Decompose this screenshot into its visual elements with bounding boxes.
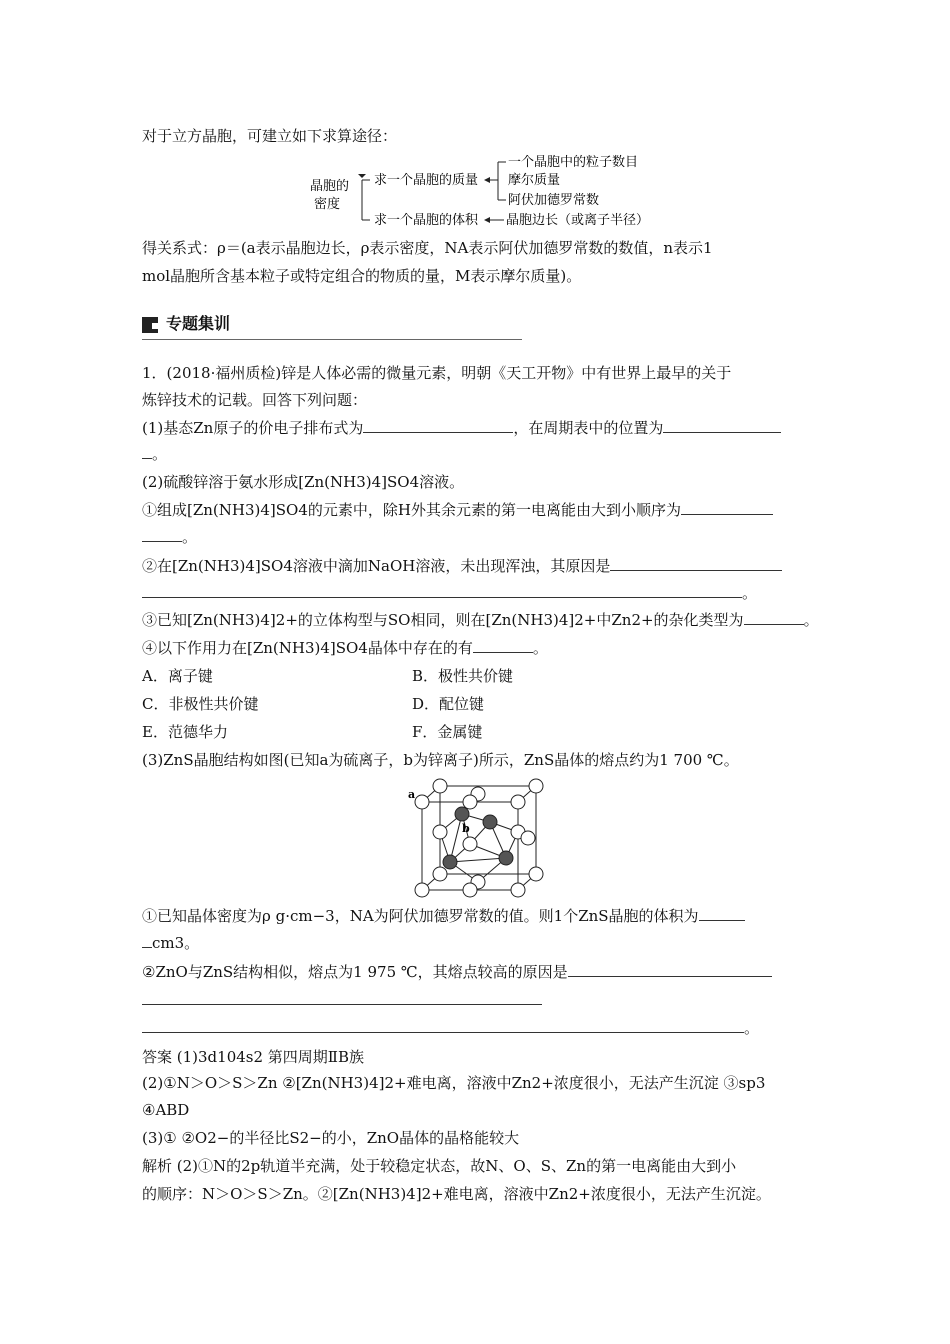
answer-blank-4-cont[interactable] xyxy=(142,583,742,598)
answer-blank-3[interactable] xyxy=(681,500,773,515)
q1-part3-1-cont xyxy=(142,933,199,953)
flow-item-2: 摩尔质量 xyxy=(508,173,561,188)
answer-blank-6[interactable] xyxy=(473,638,533,653)
q1-part3-1: ①已知晶体密度为ρ g·cm−3，NA为阿伏加德罗常数的值。则1个ZnS晶胞的体积为 xyxy=(142,907,699,925)
q1-part1-a: (1)基态Zn原子的价电子排布式为 xyxy=(142,419,364,437)
answer-line-1: 答案 (1)3d104s2 第四周期ⅡB族 xyxy=(142,1048,365,1066)
option-d: D．配位键 xyxy=(412,695,485,713)
q1-part2-1: ①组成[Zn(NH3)4]SO4的元素中，除H外其余元素的第一电离能由大到小顺序为 xyxy=(142,501,681,519)
q1-part2: (2)硫酸锌溶于氨水形成[Zn(NH3)4]SO4溶液。 xyxy=(142,473,465,491)
q1-part2-2-line xyxy=(142,556,782,576)
relation-line-1: 得关系式：ρ＝(a表示晶胞边长，ρ表示密度，NA表示阿伏加德罗常数的数值，n表示1 xyxy=(142,239,713,257)
answer-blank-7-cont[interactable] xyxy=(142,933,152,948)
flow-item-1: 一个晶胞中的粒子数目 xyxy=(508,155,639,170)
q1-part2-1-cont xyxy=(142,527,197,547)
q1-part2-4: ④以下作用力在[Zn(NH3)4]SO4晶体中存在的有 xyxy=(142,639,473,657)
analysis-line-2: 的顺序：N＞O＞S＞Zn。②[Zn(NH3)4]2+难电离，溶液中Zn2+浓度很小，无法产生沉淀。 xyxy=(142,1185,771,1203)
q1-part3-1-end: cm3。 xyxy=(152,934,200,952)
q1-part3-2-cont1 xyxy=(142,990,542,1010)
q1-part1-cont xyxy=(142,444,167,464)
density-flow-diagram xyxy=(300,150,660,232)
analysis-line-1: 解析 (2)①N的2p轨道半充满，处于较稳定状态，故N、O、S、Zn的第一电离能由大到小 xyxy=(142,1157,737,1175)
answer-blank-5[interactable] xyxy=(744,610,804,625)
zns-crystal-figure xyxy=(400,776,550,902)
q1-part2-2: ②在[Zn(NH3)4]SO4溶液中滴加NaOH溶液，未出现浑浊，其原因是 xyxy=(142,557,611,575)
answer-line-2: (2)①N＞O＞S＞Zn ②[Zn(NH3)4]2+难电离，溶液中Zn2+浓度很小，无法产生沉淀 ③sp3 xyxy=(142,1074,766,1092)
q1-part3-2-cont2 xyxy=(142,1018,759,1038)
q1-part2-3-end: 。 xyxy=(803,611,819,629)
answer-blank-7[interactable] xyxy=(699,906,745,921)
option-c: C．非极性共价键 xyxy=(142,695,259,713)
answer-blank-2[interactable] xyxy=(663,418,781,433)
q1-part3: (3)ZnS晶胞结构如图(已知a为硫离子，b为锌离子)所示，ZnS晶体的熔点约为1 700 ℃。 xyxy=(142,751,739,769)
flow-item-3: 阿伏加德罗常数 xyxy=(508,193,600,208)
option-f: F．金属键 xyxy=(412,723,483,741)
q1-part1-b: ，在周期表中的位置为 xyxy=(513,419,664,437)
answer-blank-3-cont[interactable] xyxy=(142,527,182,542)
section-title: 专题集训 xyxy=(166,314,231,333)
q1-stem-2: 炼锌技术的记载。回答下列问题： xyxy=(142,391,368,409)
flow-left-2: 密度 xyxy=(314,197,341,212)
q1-part2-3: ③已知[Zn(NH3)4]2+的立体构型与SO相同，则在[Zn(NH3)4]2+中Zn2+的杂化类型为 xyxy=(142,611,744,629)
flow-edge: 晶胞边长（或离子半径） xyxy=(506,213,650,228)
q1-part2-1-line xyxy=(142,500,773,520)
answer-line-3: ④ABD xyxy=(142,1101,190,1119)
q1-part2-2-end: 。 xyxy=(742,584,758,602)
intro-text: 对于立方晶胞，可建立如下求算途径： xyxy=(142,127,398,145)
q1-part2-3-line xyxy=(142,610,819,630)
option-e: E．范德华力 xyxy=(142,723,228,741)
q1-part3-2-line xyxy=(142,962,772,982)
q1-part2-4-end: 。 xyxy=(532,639,548,657)
answer-blank-8-cont[interactable] xyxy=(142,990,542,1005)
q1-part1-end: 。 xyxy=(152,445,168,463)
q1-stem-1: 1．(2018·福州质检)锌是人体必需的微量元素，明朝《天工开物》中有世界上最早的关于 xyxy=(142,364,732,382)
q1-part1-line xyxy=(142,418,781,438)
q1-part3-2: ②ZnO与ZnS结构相似，熔点为1 975 ℃，其熔点较高的原因是 xyxy=(142,963,568,981)
section-rule xyxy=(142,339,522,340)
flow-mass: 求一个晶胞的质量 xyxy=(374,173,479,188)
q1-part3-1-line xyxy=(142,906,745,926)
q1-part2-2-cont xyxy=(142,583,757,603)
q1-part2-4-line xyxy=(142,638,548,658)
answer-blank-2-cont[interactable] xyxy=(142,444,152,459)
answer-blank-8-cont2[interactable] xyxy=(142,1018,744,1033)
flow-left-1: 晶胞的 xyxy=(310,179,350,194)
answer-blank-4[interactable] xyxy=(610,556,782,571)
answer-line-4: (3)① ②O2−的半径比S2−的小，ZnO晶体的晶格能较大 xyxy=(142,1129,520,1147)
option-a: A．离子键 xyxy=(142,667,213,685)
answer-blank-1[interactable] xyxy=(363,418,513,433)
fig-label-a: a xyxy=(408,788,416,801)
section-marker-notch xyxy=(152,323,158,329)
q1-part3-2-end: 。 xyxy=(744,1019,760,1037)
q1-part2-1-end: 。 xyxy=(182,528,198,546)
answer-blank-8[interactable] xyxy=(568,962,772,977)
relation-line-2: mol晶胞所含基本粒子或特定组合的物质的量，M表示摩尔质量)。 xyxy=(142,267,582,285)
option-b: B．极性共价键 xyxy=(412,667,514,685)
flow-volume: 求一个晶胞的体积 xyxy=(374,213,479,228)
fig-label-b: b xyxy=(462,822,470,835)
